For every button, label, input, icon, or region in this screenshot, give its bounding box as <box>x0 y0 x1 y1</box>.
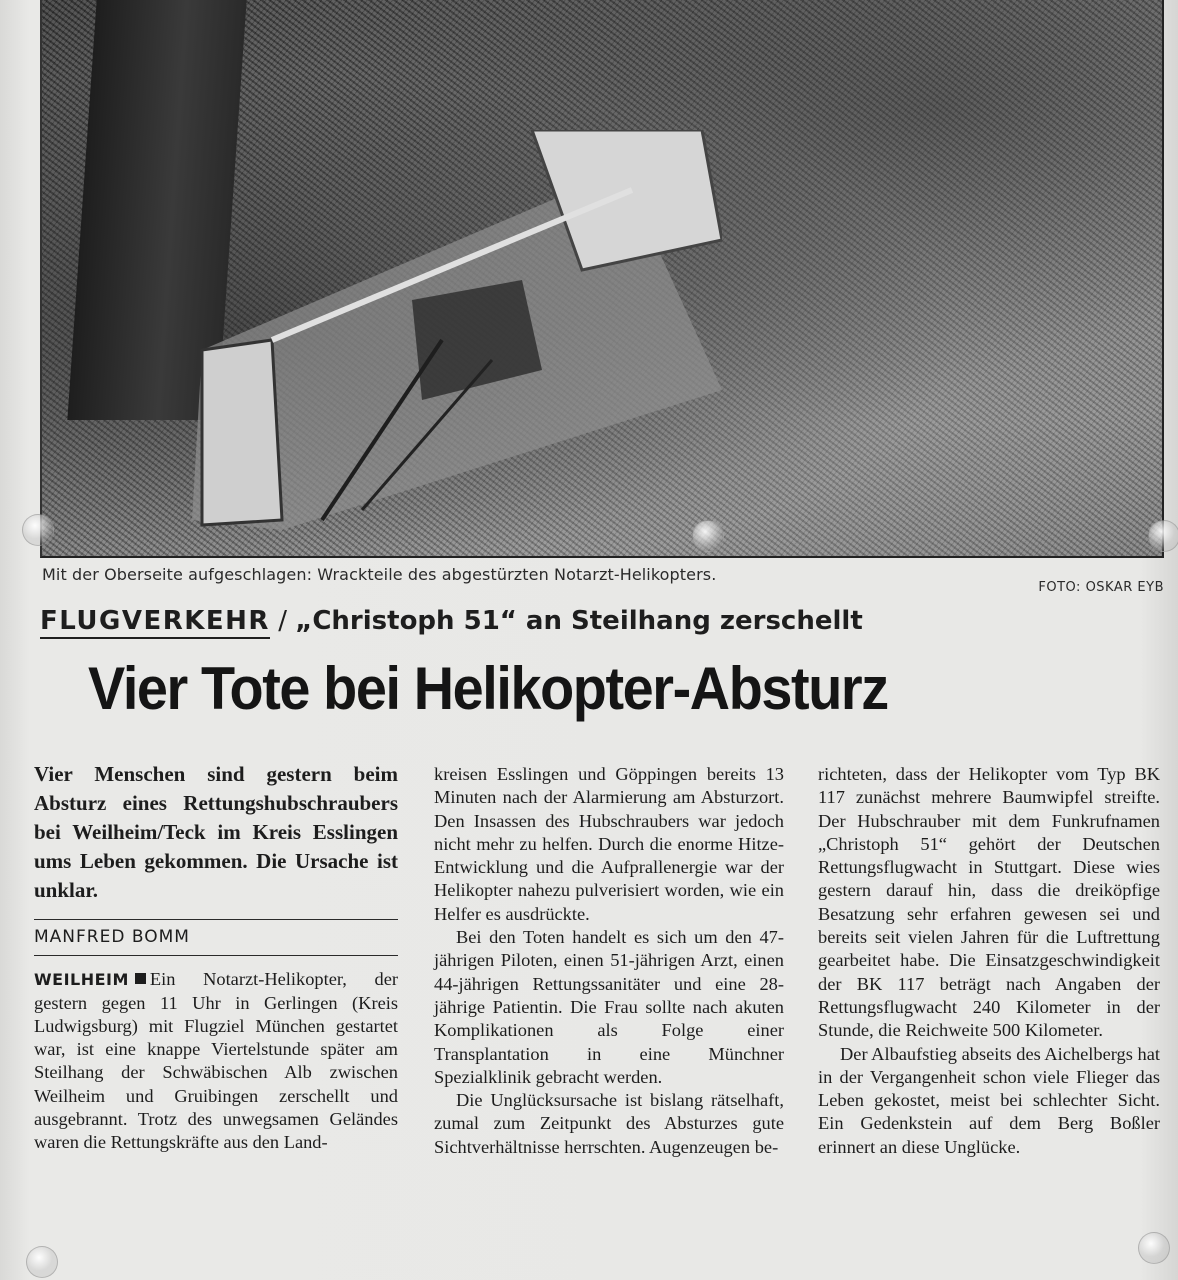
author-byline: MANFRED BOMM <box>34 926 398 956</box>
headline: Vier Tote bei Helikopter-Absturz <box>88 655 888 722</box>
paragraph-3-continued: richteten, dass der Helikopter vom Typ BK 117 zunächst mehrere Baumwipfel streifte. Der Hubschrauber mit dem Funkrufnamen „Christoph 51“ gehört der Deutschen Rettungsflugwacht in Stuttgart. Diese wies gestern darauf hin, dass die dreiköpfige Besatzung sehr erfahren gewesen sei und bereits seit vielen Jahren für die Luftrettung gearbeitet habe. Die Einsatzgeschwindigkeit der BK 117 beträgt nach Angaben der Rettungsflugwacht 240 Kilometer in der Stunde, die Reichweite 500 Kilometer. <box>818 764 1160 1041</box>
photo-credit: FOTO: OSKAR EYB <box>1038 580 1164 595</box>
wreckage-illustration <box>162 130 722 530</box>
pin-top-left <box>22 514 54 546</box>
square-bullet-icon <box>135 973 146 984</box>
column-3 <box>818 763 1160 1159</box>
body-paragraph-2: Bei den Toten handelt es sich um den 47-jährigen Piloten, einen 51-jährigen Arzt, einen 44-jährigen Rettungssanitäter und eine 28-jährige Patientin. Die Frau sollte nach akuten Komplikationen als Folge einer Transplantation in eine Münchner Spezialklinik gebracht werden. <box>434 927 784 1087</box>
paragraph-1-continued: kreisen Esslingen und Göppingen bereits 13 Minuten nach der Alarmierung am Absturzort. Den Insassen des Hubschraubers war jedoch nicht mehr zu helfen. Durch die enorme Hitze-Entwicklung und die Aufprallenergie war der Helikopter nahezu pulverisiert worden, wie ein Helfer es ausdrückte. <box>434 764 784 924</box>
body-paragraph-1 <box>34 968 398 1154</box>
pin-top-middle <box>692 520 724 552</box>
pin-top-right <box>1148 520 1178 552</box>
body-paragraph-3: Die Unglücksursache ist bislang rätselhaft, zumal zum Zeitpunkt des Absturzes gute Sichtverhältnisse herrschten. Augenzeugen be- <box>434 1090 784 1157</box>
lead-paragraph: Vier Menschen sind gestern beim Absturz eines Rettungshubschraubers bei Weilheim/Teck im Kreis Esslingen ums Leben gekommen. Die Ursache ist unklar. <box>34 762 398 902</box>
kicker-line <box>40 606 863 636</box>
dateline: WEILHEIM <box>34 970 129 990</box>
author-rule <box>34 919 398 920</box>
body-paragraph-4: Der Albaufstieg abseits des Aichelbergs hat in der Vergangenheit schon viele Flieger das Leben gekostet, meist bei schlechter Sicht. Ein Gedenkstein auf dem Berg Boßler erinnert an diese Unglücke. <box>818 1043 1160 1157</box>
pin-bottom-right <box>1138 1232 1170 1264</box>
column-1 <box>34 760 398 1155</box>
photo-caption: Mit der Oberseite aufgeschlagen: Wrackteile des abgestürzten Notarzt-Helikopters. <box>42 565 717 584</box>
pin-bottom-left <box>26 1246 58 1278</box>
subheadline: „Christoph 51“ an Steilhang zerschellt <box>295 606 863 636</box>
kicker-separator: / <box>278 606 287 636</box>
crash-photo <box>40 0 1164 558</box>
column-2 <box>434 763 784 1159</box>
section-label: FLUGVERKEHR <box>40 606 270 639</box>
paragraph-1-text: Ein Notarzt-Helikopter, der gestern gegen 11 Uhr in Gerlingen (Kreis Ludwigsburg) mit Flugziel München gestartet war, ist eine knappe Viertelstunde später am Steilhang der Schwäbischen Alb zwischen Weilheim und Gruibingen zerschellt und ausgebrannt. Trotz des unwegsamen Geländes waren die Rettungskräfte aus den Land- <box>34 969 398 1153</box>
